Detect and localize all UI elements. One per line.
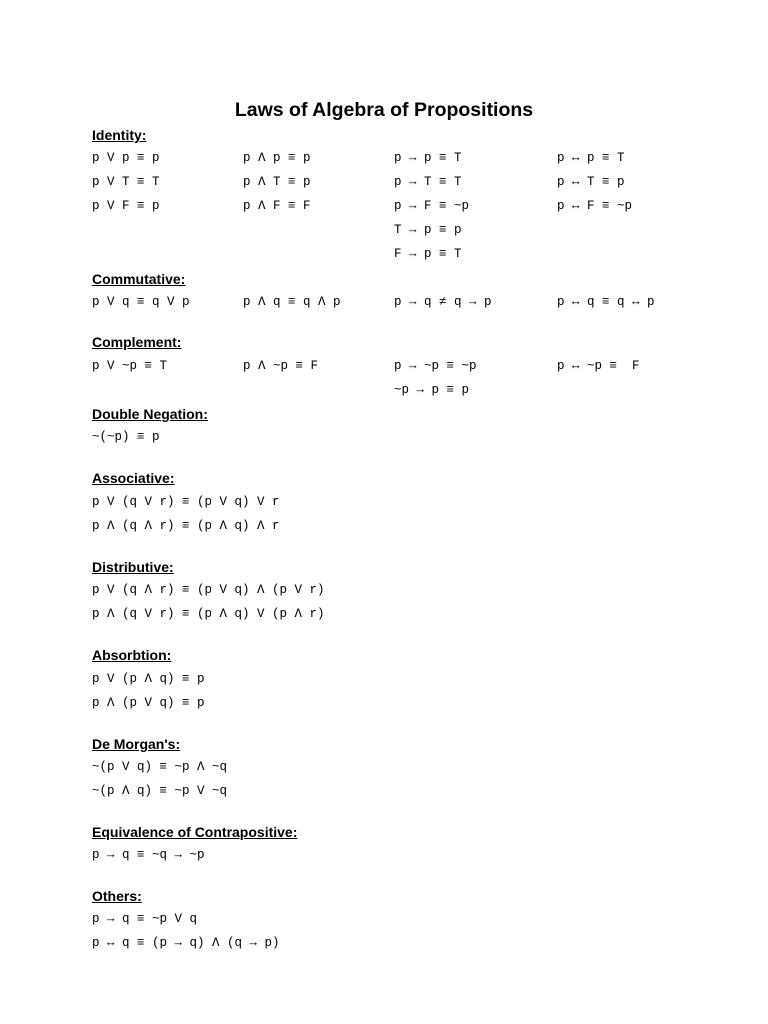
identity-law: p V p ≡ p [92,151,160,165]
identity-law: p Λ T ≡ p [243,175,311,189]
de-morgan-heading: De Morgan's: [92,736,181,752]
complement-heading: Complement: [92,334,182,350]
commutative-law: p Λ q ≡ q Λ p [243,295,341,309]
commutative-law: p ↔ q ≡ q ↔ p [557,295,655,309]
page-title: Laws of Algebra of Propositions [234,99,534,121]
associative-law: p Λ (q Λ r) ≡ (p Λ q) Λ r [92,519,280,533]
identity-law: p V T ≡ T [92,175,160,189]
identity-law: p ↔ p ≡ T [557,151,625,165]
absorption-law: p Λ (p V q) ≡ p [92,696,205,710]
identity-law: p Λ F ≡ F [243,199,311,213]
identity-law: p → F ≡ ~p [394,199,470,213]
identity-law: p Λ p ≡ p [243,151,311,165]
associative-law: p V (q V r) ≡ (p V q) V r [92,495,280,509]
double-negation-law: ~(~p) ≡ p [92,430,160,444]
identity-law: p ↔ F ≡ ~p [557,199,633,213]
identity-law: p → T ≡ T [394,175,462,189]
identity-heading: Identity: [92,127,147,143]
identity-law: p → p ≡ T [394,151,462,165]
double-negation-heading: Double Negation: [92,406,208,422]
distributive-law: p Λ (q V r) ≡ (p Λ q) V (p Λ r) [92,607,325,621]
de-morgan-law: ~(p V q) ≡ ~p Λ ~q [92,760,228,774]
associative-heading: Associative: [92,470,175,486]
identity-law: p V F ≡ p [92,199,160,213]
identity-law: F → p ≡ T [394,247,462,261]
others-heading: Others: [92,888,142,904]
complement-law: p → ~p ≡ ~p [394,359,477,373]
complement-law: p V ~p ≡ T [92,359,168,373]
complement-law: ~p → p ≡ p [394,383,470,397]
complement-law: p Λ ~p ≡ F [243,359,319,373]
contrapositive-heading: Equivalence of Contrapositive: [92,824,298,840]
others-law: p ↔ q ≡ (p → q) Λ (q → p) [92,936,280,950]
distributive-law: p V (q Λ r) ≡ (p V q) Λ (p V r) [92,583,325,597]
contrapositive-law: p → q ≡ ~q → ~p [92,848,205,862]
others-law: p → q ≡ ~p V q [92,912,198,926]
identity-law: T → p ≡ p [394,223,462,237]
commutative-heading: Commutative: [92,271,186,287]
complement-law: p ↔ ~p ≡ F [557,359,640,373]
identity-law: p ↔ T ≡ p [557,175,625,189]
de-morgan-law: ~(p Λ q) ≡ ~p V ~q [92,784,228,798]
commutative-law: p → q ≠ q → p [394,295,492,309]
absorption-law: p V (p Λ q) ≡ p [92,672,205,686]
distributive-heading: Distributive: [92,559,174,575]
commutative-law: p V q ≡ q V p [92,295,190,309]
absorption-heading: Absorbtion: [92,647,172,663]
